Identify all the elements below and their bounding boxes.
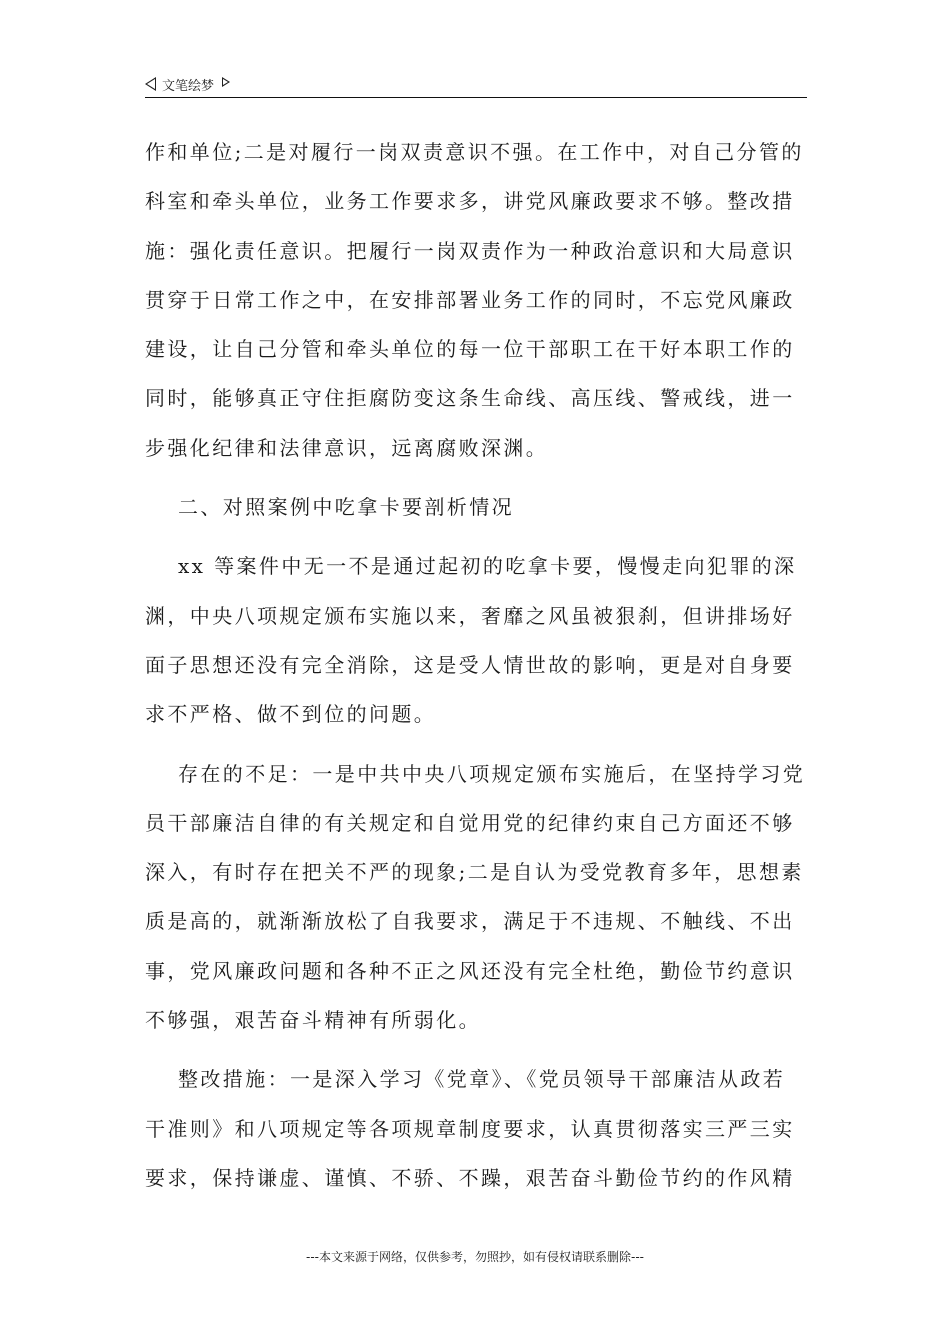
text-line: 质是高的，就渐渐放松了自我要求，满足于不违规、不触线、不出 xyxy=(145,909,795,934)
paragraph-2 xyxy=(145,542,805,739)
text-line: 施：强化责任意识。把履行一岗双责作为一种政治意识和大局意识 xyxy=(145,238,795,263)
paragraph-gap xyxy=(145,1045,805,1055)
paragraph-gap xyxy=(145,532,805,542)
text-line: 深入，有时存在把关不严的现象;二是自认为受党教育多年，思想素 xyxy=(145,860,804,885)
text-line: 渊，中央八项规定颁布实施以来，奢靡之风虽被狠刹，但讲排场好 xyxy=(145,603,795,628)
text-line: 要求，保持谦虚、谨慎、不骄、不躁，艰苦奋斗勤俭节约的作风精 xyxy=(145,1165,795,1190)
text-line: 作和单位;二是对履行一岗双责意识不强。在工作中，对自己分管的 xyxy=(145,140,804,164)
page-footer: ---本文来源于网络，仅供参考，勿照抄，如有侵权请联系删除--- xyxy=(306,1250,644,1264)
text-line: 员干部廉洁自律的有关规定和自觉用党的纪律约束自己方面还不够 xyxy=(145,810,795,835)
document-body xyxy=(145,128,805,1203)
text-line: 科室和牵头单位，业务工作要求多，讲党风廉政要求不够。整改措 xyxy=(145,189,795,214)
paragraph-gap xyxy=(145,473,805,483)
page-header xyxy=(145,72,805,96)
paragraph-3 xyxy=(145,750,805,1046)
text-line: 同时，能够真正守住拒腐防变这条生命线、高压线、警戒线，进一 xyxy=(145,386,795,411)
header-divider xyxy=(145,97,807,98)
heading-text: 二、对照案例中吃拿卡要剖析情况 xyxy=(178,495,514,520)
header-brand: 文笔绘梦 xyxy=(162,78,215,94)
text-line: 事，党风廉政问题和各种不正之风还没有完全杜绝，勤俭节约意识 xyxy=(145,958,795,983)
text-line: 存在的不足：一是中共中央八项规定颁布实施后，在坚持学习党 xyxy=(178,761,806,786)
text-line: 不够强，艰苦奋斗精神有所弱化。 xyxy=(145,1008,481,1033)
paragraph-gap xyxy=(145,740,805,750)
paragraph-4 xyxy=(145,1055,805,1203)
text-line: 建设，让自己分管和牵头单位的每一位干部职工在干好本职工作的 xyxy=(145,337,795,362)
text-line: 步强化纪律和法律意识，远离腐败深渊。 xyxy=(145,435,549,460)
text-line: 贯穿于日常工作之中，在安排部署业务工作的同时，不忘党风廉政 xyxy=(145,287,795,312)
triangle-left-icon xyxy=(145,77,156,91)
text-line: 面子思想还没有完全消除，这是受人情世故的影响，更是对自身要 xyxy=(145,652,795,677)
triangle-right-icon xyxy=(222,77,230,87)
text-line: 求不严格、做不到位的问题。 xyxy=(145,702,437,727)
text-line: 干准则》和八项规定等各项规章制度要求，认真贯彻落实三严三实 xyxy=(145,1116,795,1141)
section-heading xyxy=(145,483,805,532)
text-line: 整改措施：一是深入学习《党章》、《党员领导干部廉洁从政若 xyxy=(178,1067,786,1092)
text-line: xx 等案件中无一不是通过起初的吃拿卡要，慢慢走向犯罪的深 xyxy=(178,554,797,579)
paragraph-1 xyxy=(145,128,805,473)
